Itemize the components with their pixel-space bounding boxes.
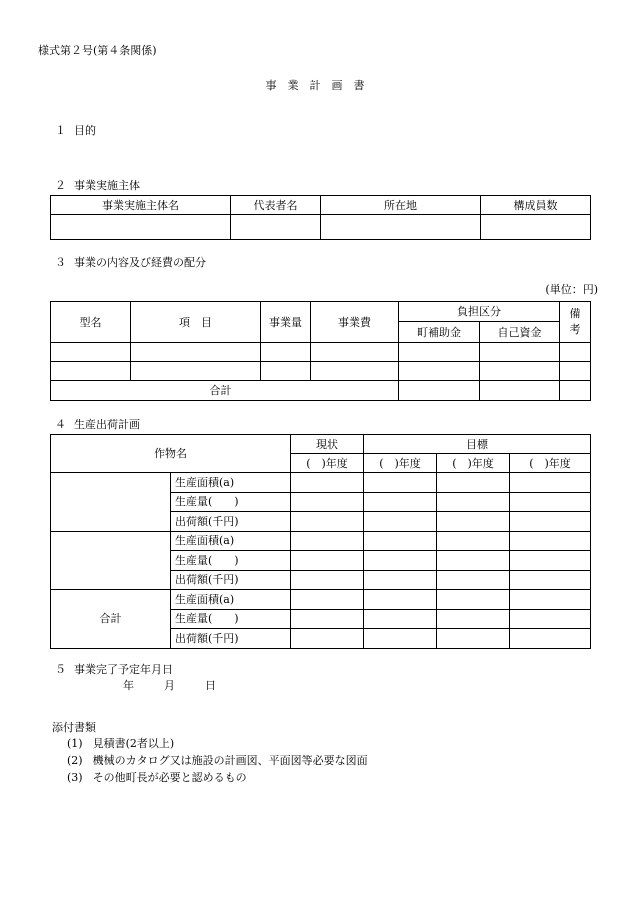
row-label-volume: 生産量( ): [171, 551, 291, 571]
production-shipment-table: [50, 434, 591, 649]
section-1-heading: [55, 125, 96, 136]
header-target-year-2: ( )年度: [437, 454, 510, 473]
form-number: 様式第２号(第４条関係): [38, 44, 157, 57]
completion-date: [123, 680, 216, 691]
page-title: 事 業 計 画 書: [265, 79, 365, 92]
total-row: [51, 381, 591, 401]
header-target-year-1: ( )年度: [364, 454, 437, 473]
section-label: 事業完了予定年月日: [74, 663, 173, 676]
address-cell[interactable]: [321, 215, 481, 240]
year-label: 年: [123, 679, 134, 692]
section-label: 事業の内容及び経費の配分: [74, 256, 206, 269]
header-town-subsidy: 町補助金: [399, 322, 480, 343]
section-number: ２: [55, 179, 66, 192]
section-number: ３: [55, 256, 66, 269]
row-label-shipment: 出荷額(千円): [171, 512, 291, 532]
header-cost: 事業費: [311, 302, 399, 343]
attachment-item: (3) その他町長が必要と認めるもの: [67, 771, 247, 784]
header-own-funds: 自己資金: [480, 322, 560, 343]
header-remarks: 備 考: [560, 302, 591, 343]
section-4-heading: [55, 419, 140, 430]
day-label: 日: [205, 679, 216, 692]
header-target: 目標: [364, 435, 591, 454]
cost-allocation-table: [50, 301, 591, 401]
row-label-volume: 生産量( ): [171, 609, 291, 629]
attachments-title: 添付書類: [52, 721, 96, 734]
header-member-count: 構成員数: [481, 196, 591, 215]
header-type-name: 型名: [51, 302, 131, 343]
section-number: １: [55, 124, 66, 137]
implementing-entity-table: [50, 195, 591, 240]
section-label: 目的: [74, 124, 96, 137]
total-label: 合計: [51, 381, 399, 401]
attachment-item: (2) 機械のカタログ又は施設の計画図、平面図等必要な図面: [67, 754, 368, 767]
row-label-area: 生産面積(a): [171, 473, 291, 493]
header-entity-name: 事業実施主体名: [51, 196, 231, 215]
section-label: 生産出荷計画: [74, 418, 140, 431]
section-5-heading: [55, 664, 173, 675]
crop-name-cell[interactable]: [51, 473, 171, 532]
total-label: 合計: [51, 590, 171, 649]
unit-label: (単位：円): [545, 283, 598, 296]
header-item: 項 目: [131, 302, 261, 343]
section-3-heading: [55, 257, 206, 268]
crop-name-cell[interactable]: [51, 531, 171, 590]
row-label-shipment: 出荷額(千円): [171, 570, 291, 590]
header-volume: 事業量: [261, 302, 311, 343]
header-share: 負担区分: [399, 302, 560, 322]
row-label-volume: 生産量( ): [171, 492, 291, 512]
section-number: ５: [55, 663, 66, 676]
table-row: [51, 362, 591, 381]
section-label: 事業実施主体: [74, 179, 140, 192]
table-row: [51, 343, 591, 362]
header-representative: 代表者名: [231, 196, 321, 215]
row-label-shipment: 出荷額(千円): [171, 629, 291, 649]
entity-name-cell[interactable]: [51, 215, 231, 240]
month-label: 月: [164, 679, 175, 692]
row-label-area: 生産面積(a): [171, 531, 291, 551]
header-current-year: ( )年度: [291, 454, 364, 473]
header-crop-name: 作物名: [51, 435, 291, 473]
section-2-heading: [55, 180, 140, 191]
header-target-year-3: ( )年度: [510, 454, 591, 473]
header-current: 現状: [291, 435, 364, 454]
member-count-cell[interactable]: [481, 215, 591, 240]
section-number: ４: [55, 418, 66, 431]
row-label-area: 生産面積(a): [171, 590, 291, 610]
header-address: 所在地: [321, 196, 481, 215]
attachment-item: (1) 見積書(2者以上): [67, 737, 175, 750]
representative-cell[interactable]: [231, 215, 321, 240]
